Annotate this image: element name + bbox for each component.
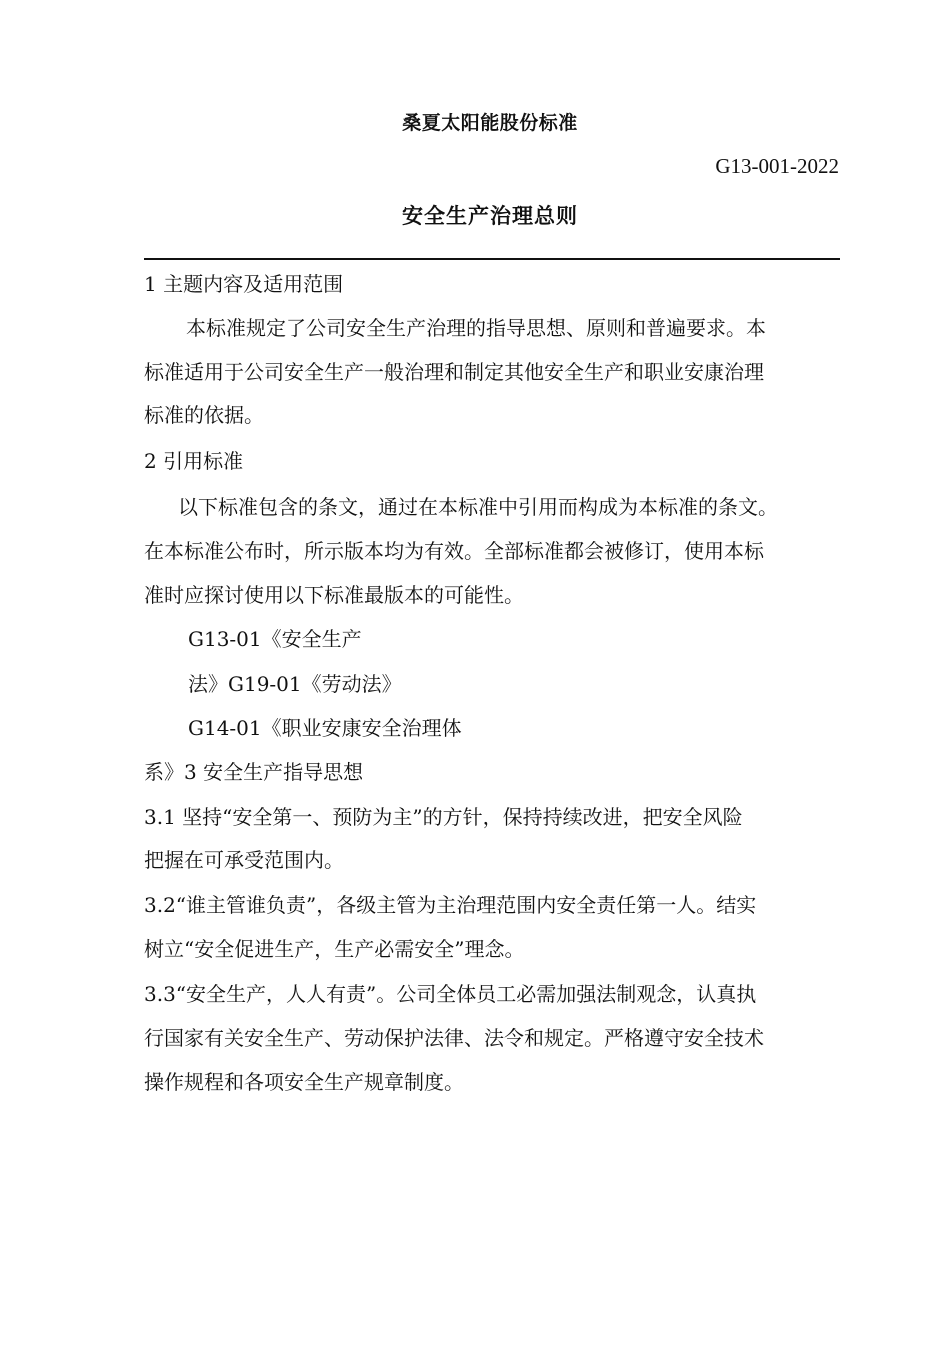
organization-title: 桑夏太阳能股份标准: [402, 112, 578, 134]
clause-line: 3.1 坚持“安全第一、预防为主”的方针，保持持续改进，把安全风险: [144, 805, 743, 829]
paragraph-line: 标准的依据。: [144, 403, 264, 427]
paragraph-line: 本标准规定了公司安全生产治理的指导思想、原则和普遍要求。本: [186, 316, 766, 340]
reference-line: G14-01《职业安康安全治理体: [188, 716, 462, 740]
clause-line: 把握在可承受范围内。: [144, 848, 344, 872]
paragraph-line: 以下标准包含的条文，通过在本标准中引用而构成为本标准的条文。: [178, 495, 778, 519]
section-heading-2: 2 引用标准: [144, 449, 244, 473]
clause-line: 树立“安全促进生产，生产必需安全”理念。: [144, 937, 525, 961]
clause-line: 3.2“谁主管谁负责”，各级主管为主治理范围内安全责任第一人。结实: [144, 893, 757, 917]
section-heading-1: 1 主题内容及适用范围: [144, 272, 344, 296]
header-divider: [144, 258, 840, 260]
reference-line: 法》G19-01《劳动法》: [188, 672, 402, 696]
paragraph-line: 标准适用于公司安全生产一般治理和制定其他安全生产和职业安康治理: [144, 360, 764, 384]
clause-line: 行国家有关安全生产、劳动保护法律、法令和规定。严格遵守安全技术: [144, 1026, 764, 1050]
document-title: 安全生产治理总则: [402, 204, 578, 228]
paragraph-line: 在本标准公布时，所示版本均为有效。全部标准都会被修订，使用本标: [144, 539, 764, 563]
paragraph-line: 准时应探讨使用以下标准最版本的可能性。: [144, 583, 524, 607]
document-code: G13-001-2022: [715, 154, 839, 178]
section-heading-3: 系》3 安全生产指导思想: [144, 760, 364, 784]
clause-line: 3.3“安全生产，人人有责”。公司全体员工必需加强法制观念，认真执: [144, 982, 757, 1006]
clause-line: 操作规程和各项安全生产规章制度。: [144, 1070, 464, 1094]
reference-line: G13-01《安全生产: [188, 627, 362, 651]
